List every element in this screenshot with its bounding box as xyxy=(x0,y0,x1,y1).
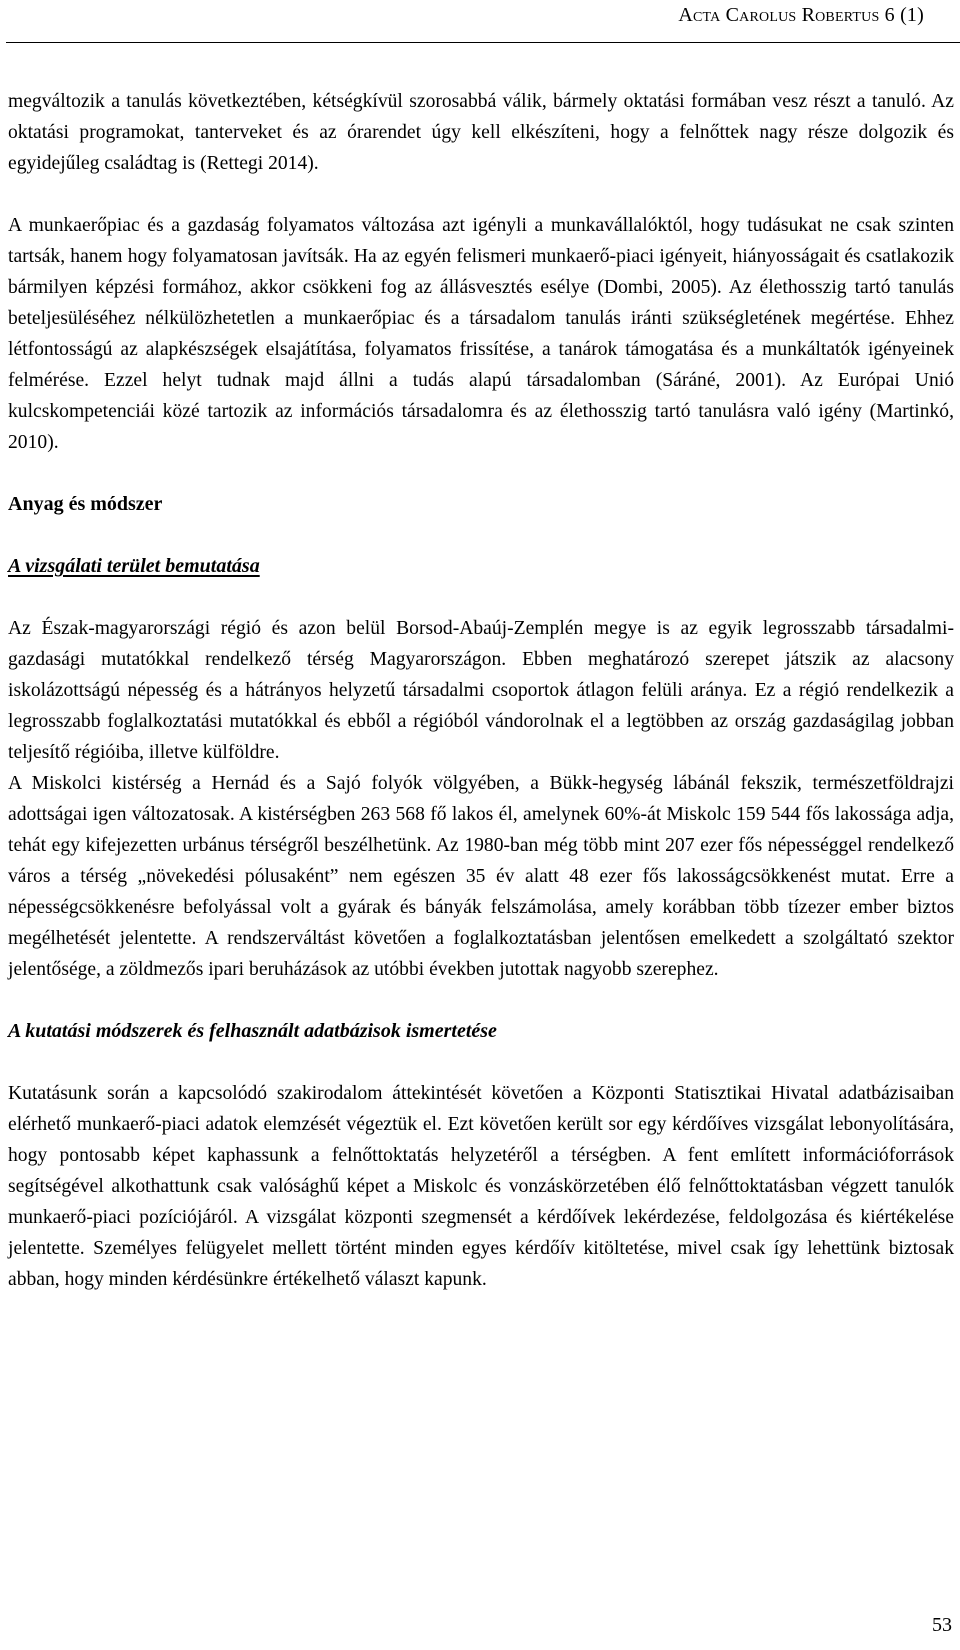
running-header: Acta Carolus Robertus 6 (1) xyxy=(678,4,924,26)
paragraph-2: A munkaerőpiac és a gazdaság folyamatos változása azt igényli a munkavállalóktól, hogy tudásukat ne csak szinten tartsák, hanem hogy folyamatosan javítsák. Ha az egyén felismeri munkaerő-piaci igényeit, hiányosságait és csatlakozik bármilyen képzési formához, akkor csökkeni fog az állásvesztés esélye (Dombi, 2005). Az élethosszig tartó tanulás beteljesüléséhez nélkülözhetetlen a munkaerőpiac és a társadalom tanulás iránti szükségletének megértése. Ehhez létfontosságú az alapkészségek elsajátítása, folyamatos frissítése, a tanárok támogatása és a munkáltatók igényeinek felmérése. Ezzel helyt tudnak majd állni a tudás alapú társadalomban (Sáráné, 2001). Az Európai Unió kulcskompetenciái közé tartozik az információs társadalomra és az élethosszig tartó tanulásra való igény (Martinkó, 2010). xyxy=(8,215,954,453)
page-number: 53 xyxy=(932,1614,952,1636)
paragraph-5: Kutatásunk során a kapcsolódó szakirodalom áttekintését követően a Központi Statisztikai Hivatal adatbázisaiban elérhető munkaerő-piaci adatok elemzését végeztük el. Ezt követően került sor egy kérdőíves vizsgálat lebonyolítására, hogy pontosabb képet kaphassunk a felnőttoktatás helyzetéről a térségben. A fent említett információforrások segítségével alkothattunk csak valósághű képet a Miskolc és vonzáskörzetében élő felnőttoktatásban végzett tanulók munkaerő-piaci pozíciójáról. A vizsgálat központi szegmensét a kérdőívek lekérdezése, feldolgozása és kiértékelése jelentette. Személyes felügyelet mellett történt minden egyes kérdőív kitöltetése, mivel csak így lehettünk biztosak abban, hogy minden kérdésünkre értékelhető választ kapunk. xyxy=(8,1083,954,1290)
paragraph-4: A Miskolci kistérség a Hernád és a Sajó folyók völgyében, a Bükk-hegység lábánál fekszik, természetföldrajzi adottságai igen változatosak. A kistérségben 263 568 fő lakos él, amelynek 60%-át Miskolc 159 544 fős lakossága adja, tehát egy kifejezetten urbánus térségről beszélhetünk. Az 1980-ban még több mint 207 ezer fős népességgel rendelkező város a térség „növekedési pólusaként” nem egészen 35 év alatt 48 ezer fős lakosságcsökkenést mutat. Erre a népességcsökkenésre befolyással volt a gyárak és bányák felszámolása, amely korábban több tízezer ember biztos megélhetését jelentette. A rendszerváltást követően a foglalkoztatásban jelentősen emelkedett a szolgáltató szektor jelentősége, a zöldmezős ipari beruházások az utóbbi években jutottak nagyobb szerephez. xyxy=(8,773,954,980)
article-body xyxy=(8,86,954,1295)
section-heading: Anyag és módszer xyxy=(8,493,163,515)
subsection-heading-methods: A kutatási módszerek és felhasznált adatbázisok ismertetése xyxy=(8,1020,497,1042)
subsection-heading-study-area: A vizsgálati terület bemutatása xyxy=(8,555,260,577)
header-rule xyxy=(6,42,960,43)
paragraph-3: Az Észak-magyarországi régió és azon belül Borsod-Abaúj-Zemplén megye is az egyik legrosszabb társadalmi-gazdasági mutatókkal rendelkező térség Magyarországon. Ebben meghatározó szerepet játszik az alacsony iskolázottságú népesség és a hátrányos helyzetű társadalmi csoportok átlagon felüli aránya. Ez a régió rendelkezik a legrosszabb foglalkoztatási mutatókkal és ebből a régióból vándorolnak el a legtöbben az ország gazdaságilag jobban teljesítő régióiba, illetve külföldre. xyxy=(8,618,954,763)
paragraph-1: megváltozik a tanulás következtében, kétségkívül szorosabbá válik, bármely oktatási formában vesz részt a tanuló. Az oktatási programokat, tanterveket és az órarendet úgy kell elkészíteni, hogy a felnőttek nagy része dolgozik és egyidejűleg családtag is (Rettegi 2014). xyxy=(8,91,954,174)
